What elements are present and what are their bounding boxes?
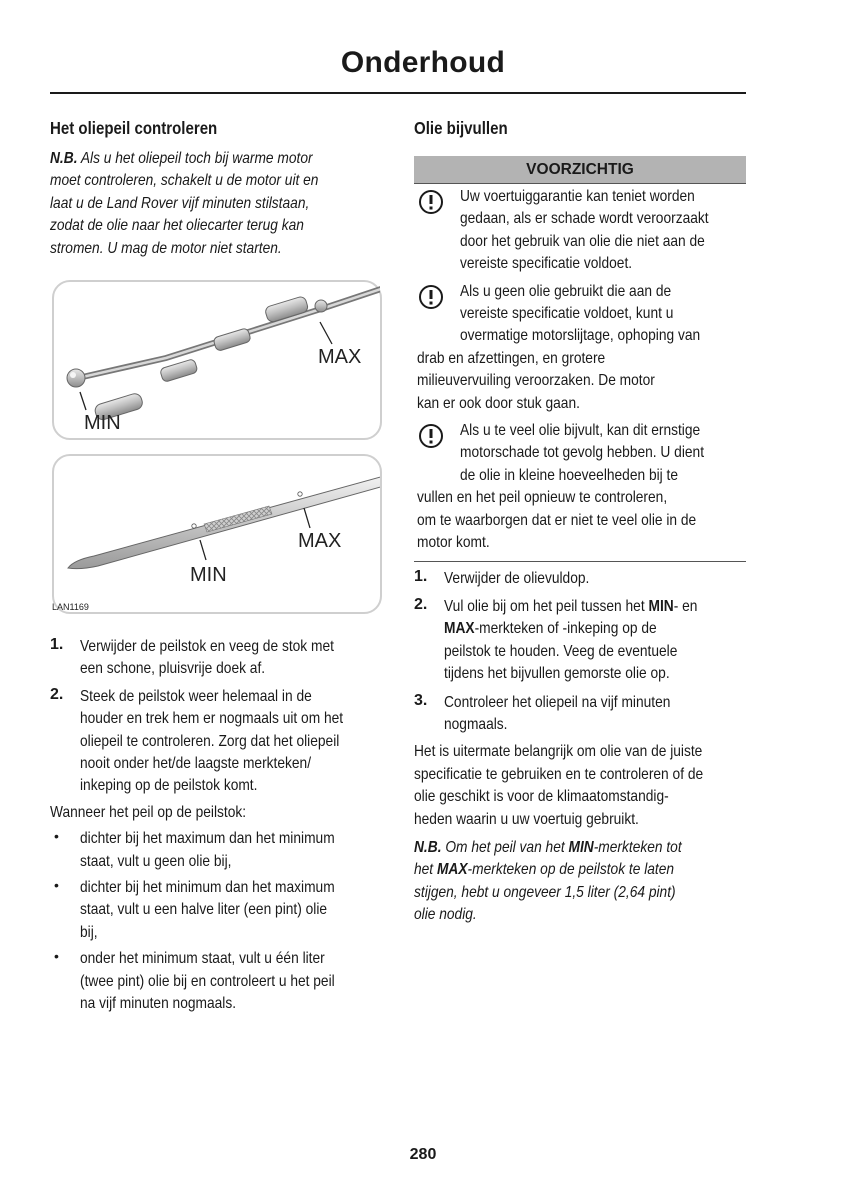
title-rule (50, 92, 746, 94)
note-line: N.B. Als u het oliepeil toch bij warme motor (50, 150, 313, 167)
caution-item: Uw voertuiggarantie kan teniet worden gedaan, als er schade wordt veroorzaakt door het gebruik van olie die niet aan de vereiste specificatie voldoet. (414, 186, 746, 276)
warning-icon (418, 189, 444, 215)
right-column (414, 118, 746, 927)
step-item: 1. Verwijder de olievuldop. (414, 567, 590, 587)
note-block: N.B. Om het peil van het MIN-merkteken tot het MAX-merkteken op de peilstok te laten stijgen, hebt u ongeveer 1,5 liter (2,64 pint) olie nodig. (414, 838, 682, 924)
note-label: N.B. (50, 150, 78, 167)
caution-item: Als u te veel olie bijvult, kan dit ernstige motorschade tot gevolg hebben. U dient de olie in kleine hoeveelheden bij te vullen en het peil opnieuw te controleren, om te waarborgen dat er niet te veel olie in de motor komt. (417, 422, 705, 552)
caution-header: VOORZICHTIG (414, 156, 746, 183)
left-steps (50, 636, 380, 1016)
bullet-item: • dichter bij het maximum dan het minimum staat, vult u geen olie bij, (54, 828, 335, 870)
max-label: MAX (298, 530, 342, 552)
left-column (50, 118, 380, 260)
step-item: 3. Controleer het oliepeil na vijf minuten nogmaals. (414, 691, 671, 733)
page-number: 280 (409, 1146, 437, 1163)
note-line: laat u de Land Rover vijf minuten stilstaan, (50, 194, 310, 212)
dipstick-figure-top (52, 280, 382, 440)
bullet-item: • dichter bij het minimum dan het maximum staat, vult u een halve liter (een pint) olie bij, (54, 877, 335, 941)
warning-icon (418, 423, 444, 449)
max-label: MAX (318, 346, 362, 368)
min-label: MIN (190, 564, 227, 586)
figure-code: LAN1169 (52, 602, 89, 612)
bullet-intro: Wanneer het peil op de peilstok: (50, 803, 247, 821)
section-heading-check: Het oliepeil controleren (50, 118, 218, 138)
note-line: moet controleren, schakelt u de motor uit en (50, 172, 319, 190)
note-line: stromen. U mag de motor niet starten. (50, 239, 282, 257)
caution-box (414, 156, 746, 562)
dipstick-figure-bottom (52, 454, 382, 614)
step-item: 2. Steek de peilstok weer helemaal in de houder en trek hem er nogmaals uit om het oliepeil te controleren. Zorg dat het oliepeil nooit onder het/de laagste merkteken/ inkeping op de peilstok komt. (50, 685, 344, 795)
step-item: 2. Vul olie bij om het peil tussen het MIN- en MAX-merkteken of -inkeping op de peilstok te houden. Veeg de eventuele tijdens het bijvullen gemorste olie op. (414, 595, 698, 683)
section-heading-refill: Olie bijvullen (414, 118, 508, 138)
info-paragraph: Het is uitermate belangrijk om olie van de juiste specificatie te gebruiken en te controleren of de olie geschikt is voor de klimaatomstandig- heden waarin u uw voertuig gebruikt. (414, 743, 704, 828)
note-label: N.B. (414, 838, 442, 856)
step-item: 1. Verwijder de peilstok en veeg de stok met een schone, pluisvrije doek af. (50, 636, 334, 678)
bullet-item: • onder het minimum staat, vult u één liter (twee pint) olie bij en controleert u het peil na vijf minuten nogmaals. (54, 948, 335, 1013)
warning-icon (418, 284, 444, 310)
page-title: Onderhoud (340, 46, 506, 79)
note-line: zodat de olie naar het oliecarter terug kan (50, 217, 304, 235)
caution-item: Als u geen olie gebruikt die aan de vereiste specificatie voldoet, kunt u overmatige motorslijtage, ophoping van drab en afzettingen, en grotere milieuvervuiling veroorzaken. De motor kan er ook door stuk gaan. (417, 282, 701, 412)
min-label: MIN (84, 412, 121, 434)
